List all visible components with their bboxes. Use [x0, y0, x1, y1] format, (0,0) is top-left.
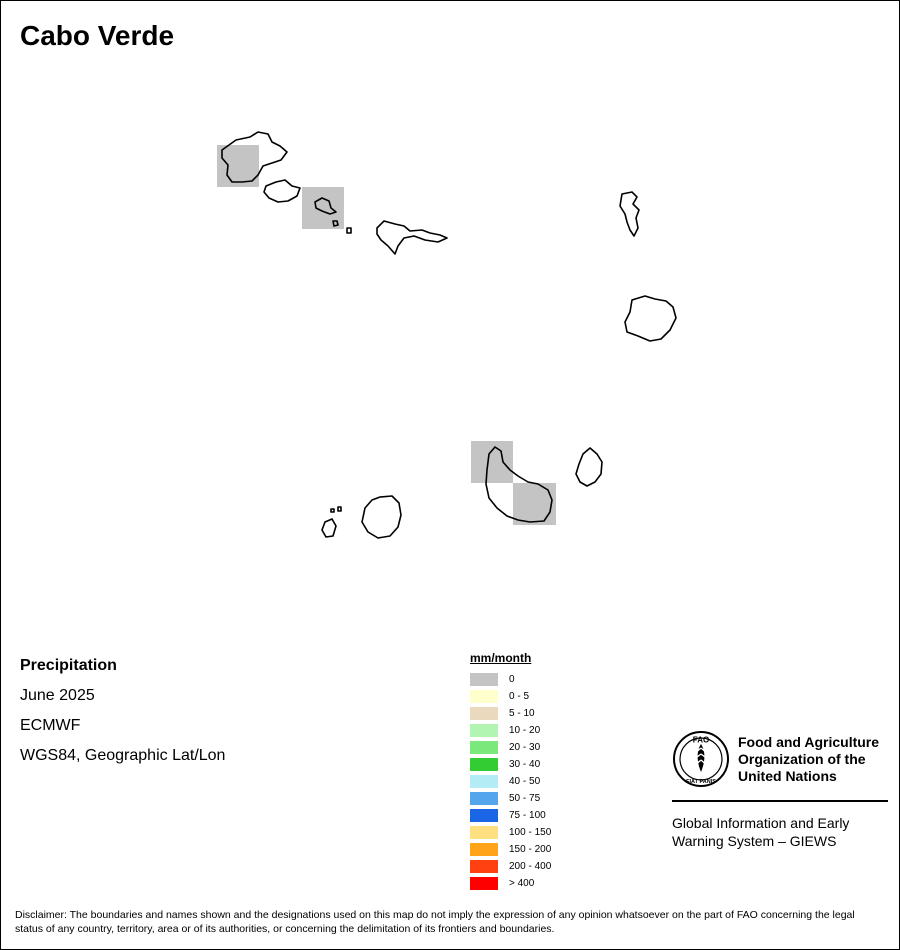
disclaimer: Disclaimer: The boundaries and names shown and the designations used on this map do not imply the expression of any opinion whatsoever on the part of FAO concerning the legal status of any country, territory, area or of its authorities, or concerning the delimitation of its frontiers and boundaries. — [15, 909, 855, 935]
variable-label: Precipitation — [20, 657, 117, 674]
legend-label: 30 - 40 — [509, 759, 541, 770]
legend-label: 100 - 150 — [509, 827, 552, 838]
legend-label: 20 - 30 — [509, 742, 541, 753]
legend-label: 40 - 50 — [509, 776, 541, 787]
legend-item — [470, 773, 551, 790]
legend-swatch — [470, 690, 498, 703]
giews-label: Global Information and Early Warning System – GIEWS — [672, 815, 850, 849]
legend-label: 0 — [509, 674, 515, 685]
fao-name: Food and Agriculture Organization of the United Nations — [738, 734, 880, 784]
legend-swatch — [470, 707, 498, 720]
island-fogo — [362, 496, 401, 538]
islet-ilheus-secos-1 — [331, 509, 334, 512]
grid-cell-santiago-north — [471, 441, 513, 483]
legend-item — [470, 722, 551, 739]
legend-swatch — [470, 877, 498, 890]
legend-swatch — [470, 724, 498, 737]
islet-ilheus-secos-2 — [338, 507, 341, 511]
legend-label: 0 - 5 — [509, 691, 530, 702]
legend — [470, 651, 551, 892]
legend-item — [470, 739, 551, 756]
legend-item — [470, 841, 551, 858]
legend-item — [470, 756, 551, 773]
grid-cell-santiago-south — [513, 483, 556, 525]
legend-label: 200 - 400 — [509, 861, 552, 872]
island-maio — [576, 448, 602, 486]
legend-rows — [470, 671, 551, 892]
map-info — [20, 656, 225, 776]
island-brava — [322, 519, 336, 537]
legend-label: > 400 — [509, 878, 535, 889]
legend-item — [470, 858, 551, 875]
fao-logo-letters: FAO — [692, 735, 710, 745]
legend-swatch — [470, 809, 498, 822]
legend-item — [470, 875, 551, 892]
legend-swatch — [470, 741, 498, 754]
legend-unit: mm/month — [470, 651, 532, 665]
legend-label: 50 - 75 — [509, 793, 541, 804]
grid-cells — [217, 145, 556, 525]
island-sal — [620, 192, 639, 236]
legend-label: 10 - 20 — [509, 725, 541, 736]
legend-swatch — [470, 758, 498, 771]
source-label: ECMWF — [20, 717, 81, 734]
island-sao-nicolau — [377, 221, 447, 254]
island-boa-vista — [625, 296, 676, 341]
period-label: June 2025 — [20, 687, 95, 704]
legend-swatch — [470, 673, 498, 686]
legend-swatch — [470, 792, 498, 805]
legend-item — [470, 790, 551, 807]
legend-item — [470, 824, 551, 841]
legend-swatch — [470, 775, 498, 788]
legend-label: 5 - 10 — [509, 708, 535, 719]
fao-logo-icon — [672, 730, 730, 788]
legend-swatch — [470, 860, 498, 873]
fao-divider — [672, 800, 888, 802]
legend-swatch — [470, 843, 498, 856]
legend-item — [470, 671, 551, 688]
islet-branco — [347, 228, 351, 233]
legend-label: 150 - 200 — [509, 844, 552, 855]
legend-item — [470, 705, 551, 722]
fao-logo-motto: FIAT PANIS — [686, 779, 716, 785]
legend-label: 75 - 100 — [509, 810, 546, 821]
legend-swatch — [470, 826, 498, 839]
projection-label: WGS84, Geographic Lat/Lon — [20, 747, 226, 764]
legend-item — [470, 807, 551, 824]
map-title: Cabo Verde — [20, 20, 175, 51]
island-sao-vicente — [264, 180, 300, 202]
legend-item — [470, 688, 551, 705]
